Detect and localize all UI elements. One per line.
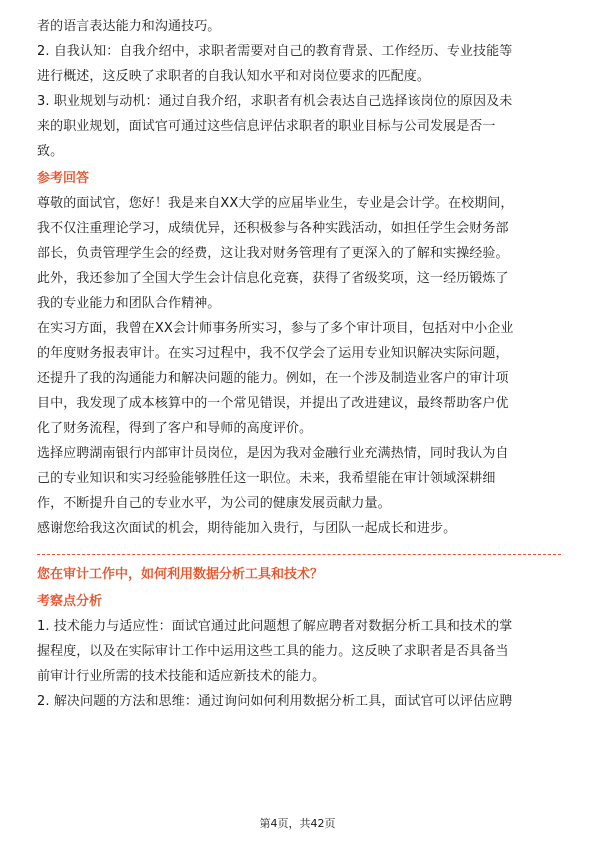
- text-line: 还提升了我的沟通能力和解决问题的能力。例如，在一个涉及制造业客户的审计项: [37, 371, 509, 386]
- analysis-heading: 考察点分析: [37, 594, 103, 609]
- text-line: 尊敬的面试官，您好！我是来自XX大学的应届毕业生，专业是会计学。在校期间，: [37, 196, 514, 211]
- text-line: 进行概述，这反映了求职者的自我认知水平和对岗位要求的匹配度。: [37, 69, 431, 84]
- text-line: 致。: [37, 144, 64, 159]
- text-line: 感谢您给我这次面试的机会，期待能加入贵行，与团队一起成长和进步。: [37, 521, 457, 536]
- text-line: 化了财务流程，得到了客户和导师的高度评价。: [37, 421, 313, 436]
- text-line: 2. 自我认知：自我介绍中，求职者需要对自己的教育背景、工作经历、专业技能等: [37, 44, 513, 59]
- reference-answer-heading: 参考回答: [37, 171, 90, 186]
- text-line: 2. 解决问题的方法和思维：通过询问如何利用数据分析工具，面试官可以评估应聘: [37, 694, 513, 709]
- text-line: 我不仅注重理论学习，成绩优异，还积极参与各种实践活动，如担任学生会财务部: [37, 221, 509, 236]
- text-line: 握程度，以及在实际审计工作中运用这些工具的能力。这反映了求职者是否具备当: [37, 644, 509, 659]
- page-content: [37, 14, 561, 714]
- analysis-continued: [37, 14, 561, 164]
- text-line: 1. 技术能力与适应性：面试官通过此问题想了解应聘者对数据分析工具和技术的掌: [37, 619, 513, 634]
- text-line: 部长，负责管理学生会的经费，这让我对财务管理有了更深入的了解和实操经验。: [37, 246, 509, 261]
- text-line: 前审计行业所需的技术技能和适应新技术的能力。: [37, 669, 326, 684]
- text-line: 在实习方面，我曾在XX会计师事务所实习，参与了多个审计项目，包括对中小企业: [37, 321, 514, 336]
- text-line: 己的专业知识和实习经验能够胜任这一职位。未来，我希望能在审计领域深耕细: [37, 471, 496, 486]
- analysis-body: [37, 614, 561, 714]
- text-line: 选择应聘湖南银行内部审计员岗位，是因为我对金融行业充满热情，同时我认为自: [37, 446, 509, 461]
- text-line: 目中，我发现了成本核算中的一个常见错误，并提出了改进建议，最终帮助客户优: [37, 396, 509, 411]
- text-line: 3. 职业规划与动机：通过自我介绍，求职者有机会表达自己选择该岗位的原因及未: [37, 94, 513, 109]
- text-line: 来的职业规划，面试官可通过这些信息评估求职者的职业目标与公司发展是否一: [37, 119, 496, 134]
- text-line: 者的语言表达能力和沟通技巧。: [37, 19, 221, 34]
- text-line: 我的专业能力和团队合作精神。: [37, 296, 221, 311]
- question-heading: 您在审计工作中，如何利用数据分析工具和技术？: [37, 567, 324, 582]
- text-line: 此外，我还参加了全国大学生会计信息化竞赛，获得了省级奖项，这一经历锻炼了: [37, 271, 509, 286]
- text-line: 的年度财务报表审计。在实习过程中，我不仅学会了运用专业知识解决实际问题，: [37, 346, 509, 361]
- page-footer: 第4页，共42页: [259, 817, 336, 830]
- text-line: 作，不断提升自己的专业水平，为公司的健康发展贡献力量。: [37, 496, 391, 511]
- section-divider: [37, 554, 561, 555]
- reference-answer-body: [37, 191, 561, 541]
